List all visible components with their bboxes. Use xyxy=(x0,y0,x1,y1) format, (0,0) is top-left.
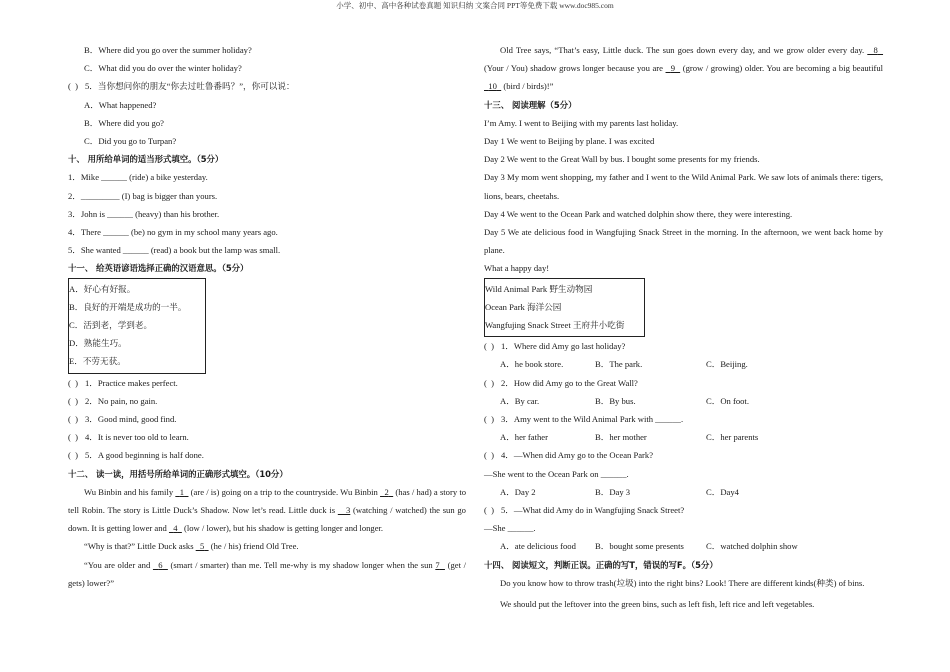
reading-q1-options: A．he book store. B．The park. C．Beijing. xyxy=(500,359,748,370)
q5-option-c: C．Did you go to Turpan? xyxy=(84,136,177,147)
reading-q1: ( ) 1．Where did Amy go last holiday? xyxy=(484,341,626,352)
reading-q2: ( ) 2．How did Amy go to the Great Wall? xyxy=(484,377,638,388)
blank-1: 1 xyxy=(179,486,185,497)
blank-5: 5 xyxy=(199,541,205,552)
story-paragraph-2: “Why is that?” Little Duck asks 5 (he / his) friend Old Tree. xyxy=(84,541,299,552)
sec10-item-3: 3．John is ______ (heavy) than his brother. xyxy=(68,208,220,219)
section-13-title: 十三、 阅读理解（5分） xyxy=(484,99,577,110)
blank-4: 4 xyxy=(173,523,178,534)
reading-q3: ( ) 3．Amy went to the Wild Animal Park with ______. xyxy=(484,414,684,425)
sec10-item-5: 5．She wanted ______ (read) a book but the lamp was small. xyxy=(68,245,281,256)
blank-10: 10 xyxy=(488,81,497,92)
reading-q5: ( ) 5．—What did Amy do in Wangfujing Snack Street? xyxy=(484,505,685,516)
section-12-title: 十二、 读一读，用括号所给单词的正确形式填空。（10分） xyxy=(68,468,288,479)
story-paragraph-4: Old Tree says, “That’s easy, Little duck. The sun goes down every day, and we grow older every day. 8 (Your / You) shadow grows longer because you are 9 (grow / growing) older. You are becoming a big beautiful 10 (bird / birds)!” xyxy=(484,45,883,92)
blank-9: 9 xyxy=(670,63,675,74)
section-11-title: 十一、 给英语谚语选择正确的汉语意思。（5分） xyxy=(68,263,249,274)
left-column xyxy=(68,41,466,592)
blank-8: 8 xyxy=(873,45,878,55)
q4-option-b: B．Where did you go over the summer holiday? xyxy=(84,45,252,55)
vocab-box xyxy=(484,278,645,338)
proverb-item-3: ( ) 3．Good mind, good find. xyxy=(68,414,177,425)
sec10-item-2: 2．_________ (I) bag is bigger than yours. xyxy=(68,190,218,201)
passage-line-5: Day 4 We went to the Ocean Park and watched dolphin show there, they were interesting. xyxy=(484,208,793,219)
proverb-option-b: B．良好的开端是成功的一半。 xyxy=(69,301,187,312)
sec10-item-1: 1．Mike ______ (ride) a bike yesterday. xyxy=(68,172,208,183)
section-10-title: 十、 用所给单词的适当形式填空。（5分） xyxy=(68,154,224,165)
reading-q3-options: A．her father B．her mother C．her parents xyxy=(500,432,759,443)
vocab-wangfujing: Wangfujing Snack Street 王府井小吃街 xyxy=(485,320,625,331)
trash-paragraph-1: Do you know how to throw trash(垃圾) into the right bins? Look! There are different kinds(种类) of bins. xyxy=(500,577,865,588)
vocab-ocean-park: Ocean Park 海洋公园 xyxy=(485,301,562,312)
proverb-item-5: ( ) 5．A good beginning is half done. xyxy=(68,450,204,461)
trash-paragraph-2: We should put the leftover into the green bins, such as left fish, left rice and left vegetables. xyxy=(500,599,815,610)
vocab-wild-animal-park: Wild Animal Park 野生动物园 xyxy=(485,283,593,294)
blank-6: 6 xyxy=(158,559,163,570)
sec10-item-4: 4．There ______ (be) no gym in my school many years ago. xyxy=(68,227,278,238)
proverb-item-2: ( ) 2．No pain, no gain. xyxy=(68,395,158,406)
passage-line-7: What a happy day! xyxy=(484,263,550,274)
q5-question: ( ) 5．当你想问你的朋友“你去过吐鲁番吗？”，你可以说： xyxy=(68,81,295,92)
proverb-item-1: ( ) 1．Practice makes perfect. xyxy=(68,377,178,388)
reading-q5-extra: —She ______. xyxy=(484,523,536,534)
reading-q2-options: A．By car. B．By bus. C．On foot. xyxy=(500,395,749,406)
blank-7: 7 xyxy=(435,559,440,570)
reading-q4-extra: —She went to the Ocean Park on ______. xyxy=(484,468,629,479)
proverb-option-c: C．活到老，学到老。 xyxy=(69,320,153,331)
proverb-item-4: ( ) 4．It is never too old to learn. xyxy=(68,432,189,443)
q4-option-c: C．What did you do over the winter holiday? xyxy=(84,63,242,74)
right-column xyxy=(484,41,883,613)
section-14-title: 十四、 阅读短文，判断正误。正确的写T，错误的写F。（5分） xyxy=(484,559,718,570)
passage-line-1: I’m Amy. I went to Beijing with my parents last holiday. xyxy=(484,117,679,128)
reading-q4-options: A．Day 2 B．Day 3 C．Day4 xyxy=(500,486,739,497)
proverb-option-e: E．不劳无获。 xyxy=(69,356,126,367)
story-paragraph-1: Wu Binbin and his family 1 (are / is) going on a trip to the countryside. Wu Binbin 2 (has / had) a story to tell Robin. The story is Little Duck’s Shadow. Now let’s read. Little duck is 3 (watching / watched) the sun go down. It is getting lower and 4 (low / lower), but his shadow is getting longer and longer. xyxy=(68,486,467,534)
passage-line-4: Day 3 My mom went shopping, my father and I went to the Wild Animal Park. We saw lots of animals there: tigers, lions, bears, cheetahs. xyxy=(484,172,883,201)
blank-2: 2 xyxy=(384,486,389,497)
q5-option-b: B．Where did you go? xyxy=(84,117,164,128)
reading-q5-options: A．ate delicious food B．bought some presents C．watched dolphin show xyxy=(500,541,798,552)
reading-q4: ( ) 4．—When did Amy go to the Ocean Park? xyxy=(484,450,654,461)
story-paragraph-3: “You are older and 6 (smart / smarter) than me. Tell me-why is my shadow longer when the sun 7 (get / gets) lower?” xyxy=(68,559,466,588)
proverb-option-a: A．好心有好报。 xyxy=(69,283,136,294)
q5-option-a: A．What happened? xyxy=(84,99,157,110)
page-header: 小学、初中、高中各种试卷真题 知识归纳 文案合同 PPT等免费下载 www.doc985.com xyxy=(336,1,614,10)
blank-3: 3 xyxy=(346,505,351,516)
proverb-option-d: D．熟能生巧。 xyxy=(69,338,127,349)
passage-line-2: Day 1 We went to Beijing by plane. I was excited xyxy=(484,136,655,147)
passage-line-3: Day 2 We went to the Great Wall by bus. I bought some presents for my friends. xyxy=(484,154,760,165)
proverb-options-box xyxy=(68,278,206,374)
passage-line-6: Day 5 We ate delicious food in Wangfujing Snack Street in the morning. In the afternoon, we went back home by plane. xyxy=(484,227,883,256)
